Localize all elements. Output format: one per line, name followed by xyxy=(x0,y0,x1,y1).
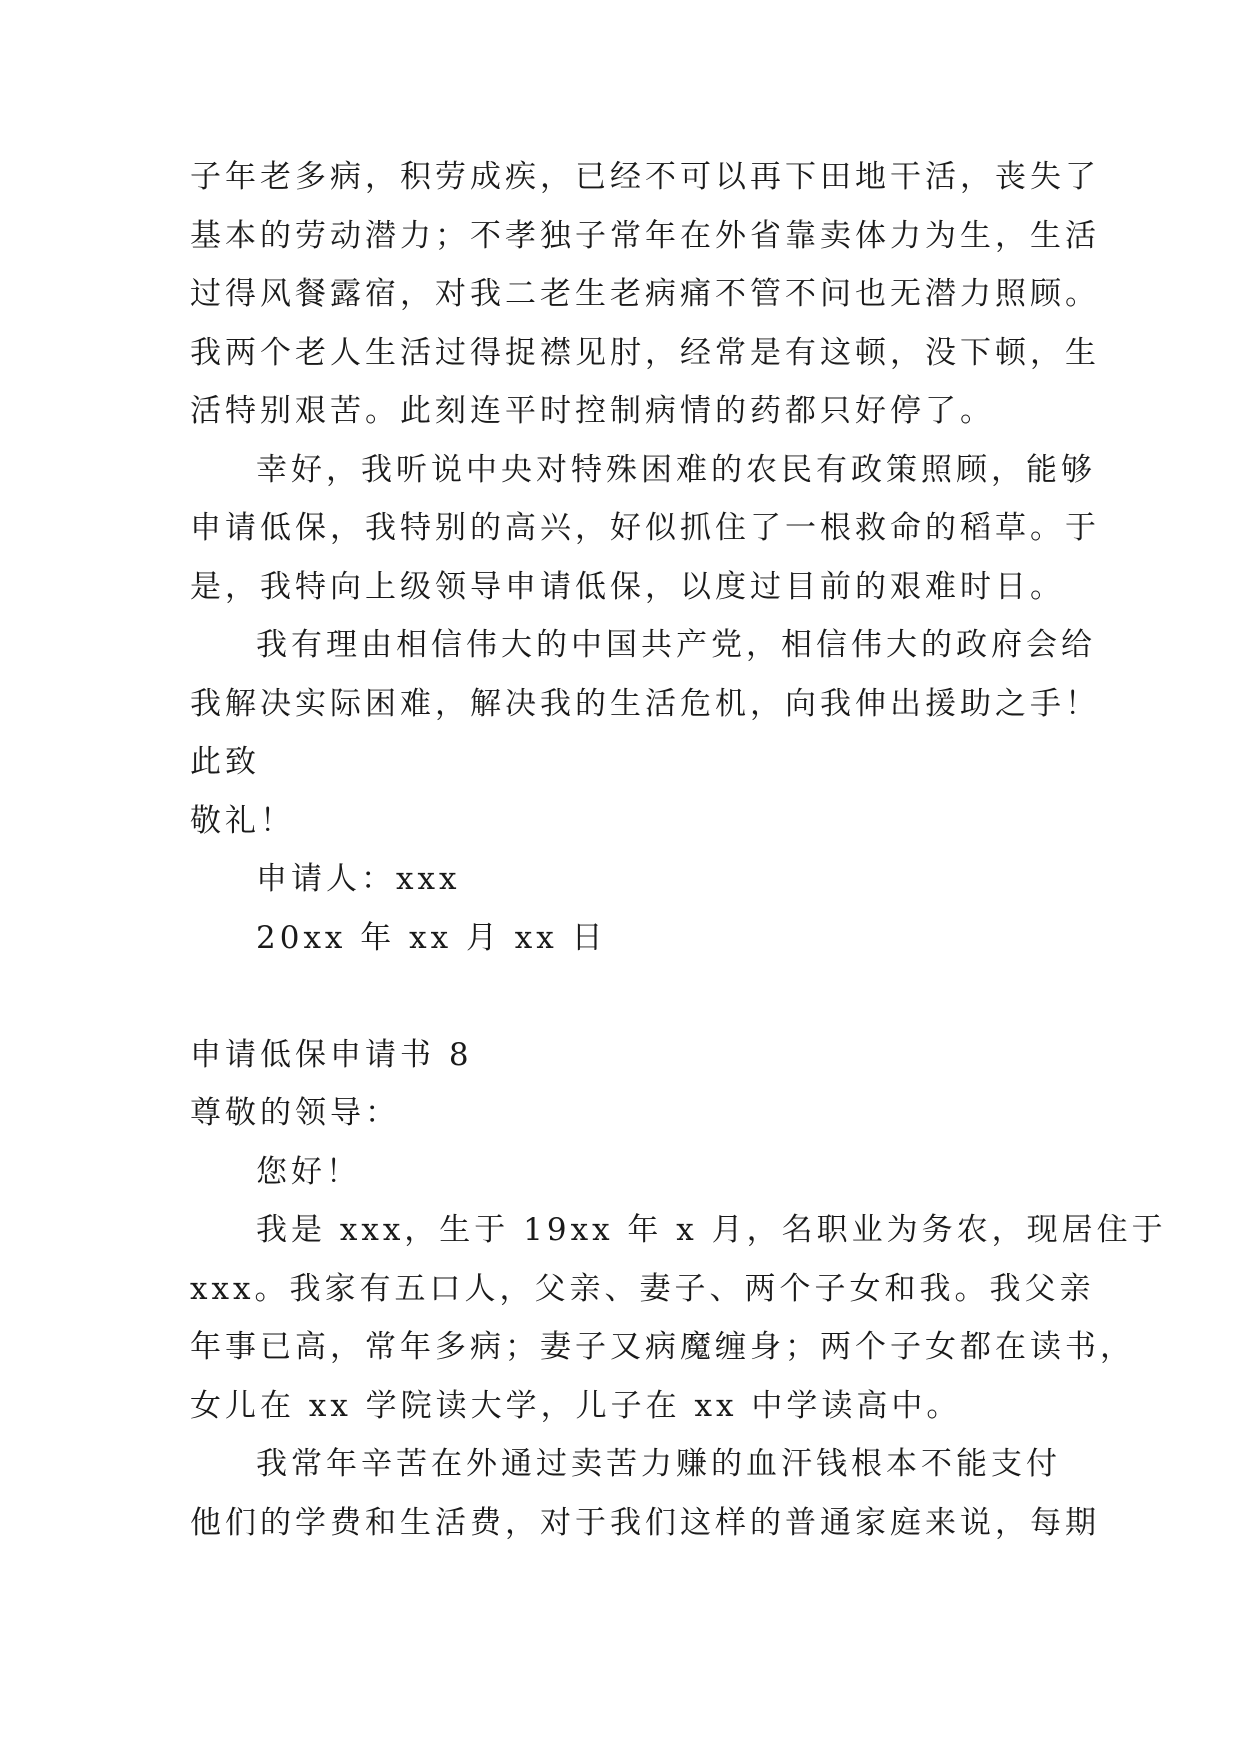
text-line: 我两个老人生活过得捉襟见肘，经常是有这顿，没下顿，生 xyxy=(190,334,1100,371)
text-line: 申请低保，我特别的高兴，好似抓住了一根救命的稻草。于 xyxy=(190,510,1100,546)
greeting: 您好！ xyxy=(256,1153,361,1190)
text-line: 年事已高，常年多病；妻子又病魔缠身；两个子女都在读书， xyxy=(190,1329,1135,1365)
text-line: 子年老多病，积劳成疾，已经不可以再下田地干活，丧失了 xyxy=(190,159,1100,195)
section-spacer xyxy=(190,967,1070,1026)
applicant-signature: 申请人：xxx xyxy=(256,861,461,897)
section-a-paragraph-1 xyxy=(190,148,1100,441)
closing-cizhi: 此致 xyxy=(190,744,260,780)
section-a-paragraph-2 xyxy=(190,441,1100,617)
text-line: 基本的劳动潜力；不孝独子常年在外省靠卖体力为生，生活 xyxy=(190,217,1100,254)
text-line: 我解决实际困难，解决我的生活危机，向我伸出援助之手！ xyxy=(190,685,1100,722)
text-line: 我常年辛苦在外通过卖苦力赚的血汗钱根本不能支付 xyxy=(256,1446,1061,1482)
section-title: 申请低保申请书 8 xyxy=(190,1036,473,1073)
section-b-paragraph-2 xyxy=(190,1435,1100,1552)
section-b-paragraph-1 xyxy=(190,1201,1167,1435)
text-line: 过得风餐露宿，对我二老生老病痛不管不问也无潜力照顾。 xyxy=(190,276,1100,312)
application-date: 20xx 年 xx 月 xx 日 xyxy=(256,919,607,956)
text-line: 他们的学费和生活费，对于我们这样的普通家庭来说，每期 xyxy=(190,1504,1100,1541)
salutation: 尊敬的领导： xyxy=(190,1095,400,1131)
text-line: 活特别艰苦。此刻连平时控制病情的药都只好停了。 xyxy=(190,393,995,429)
text-line: 是，我特向上级领导申请低保，以度过目前的艰难时日。 xyxy=(190,568,1065,605)
text-line: 我是 xxx，生于 19xx 年 x 月，名职业为务农，现居住于 xyxy=(256,1212,1167,1248)
text-line: 女儿在 xx 学院读大学，儿子在 xx 中学读高中。 xyxy=(190,1387,962,1424)
section-a-paragraph-3 xyxy=(190,616,1100,733)
text-line: xxx。我家有五口人，父亲、妻子、两个子女和我。我父亲 xyxy=(190,1270,1095,1307)
text-line: 我有理由相信伟大的中国共产党，相信伟大的政府会给 xyxy=(256,627,1096,663)
text-line: 幸好，我听说中央对特殊困难的农民有政策照顾，能够 xyxy=(256,451,1096,488)
document-page xyxy=(190,148,1167,1552)
closing-jingli: 敬礼！ xyxy=(190,802,295,839)
